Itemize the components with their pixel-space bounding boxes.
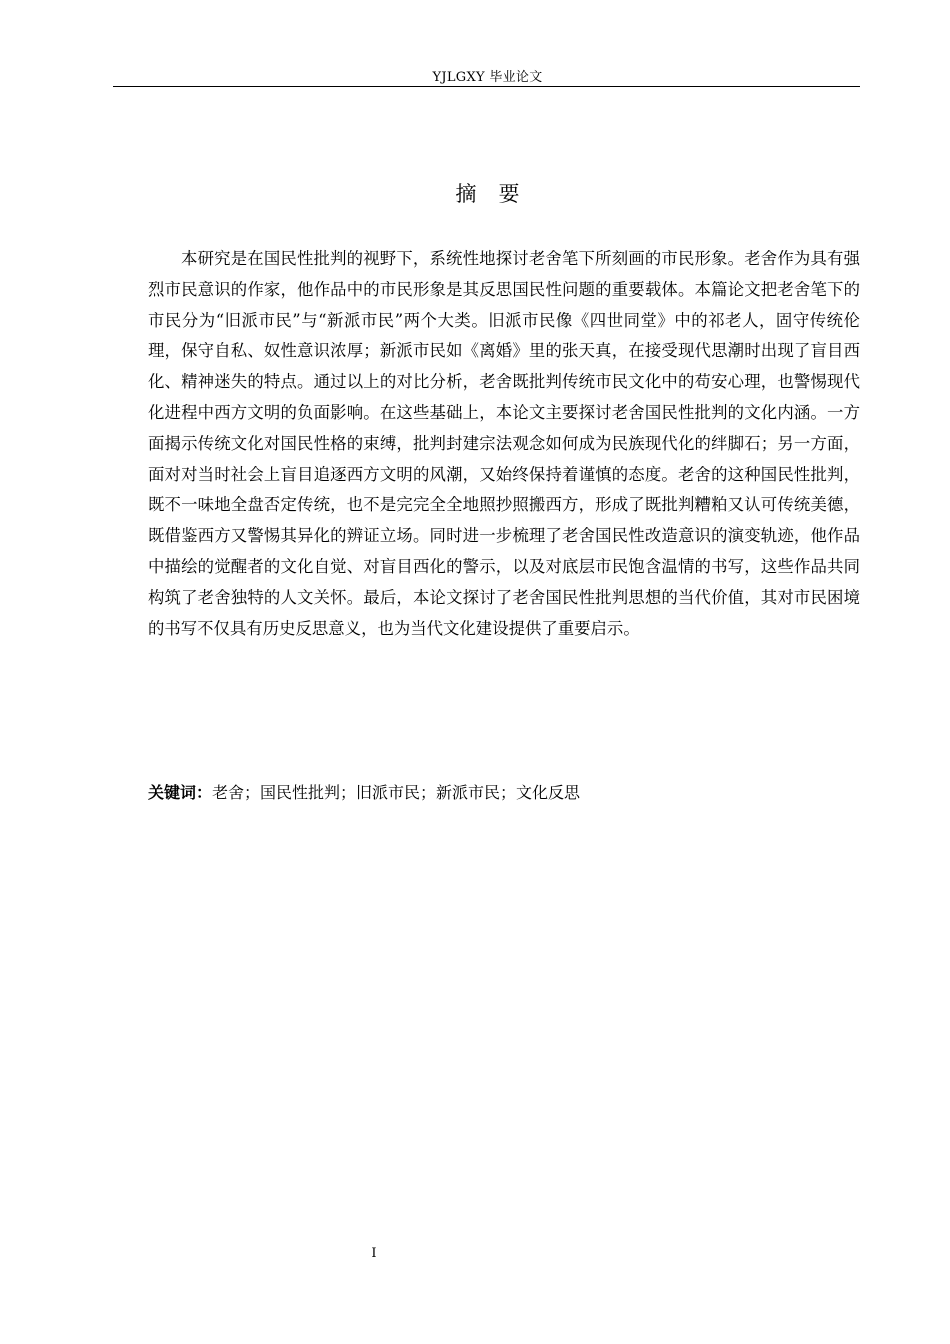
header-divider: [113, 86, 860, 87]
keywords-label: 关键词：: [148, 783, 213, 802]
keywords-line: [148, 778, 860, 808]
abstract-body: 本研究是在国民性批判的视野下，系统性地探讨老舍笔下所刻画的市民形象。老舍作为具有强烈市民意识的作家，他作品中的市民形象是其反思国民性问题的重要载体。本篇论文把老舍笔下的市民分为“旧派市民”与“新派市民”两个大类。旧派市民像《四世同堂》中的祁老人，固守传统伦理，保守自私、奴性意识浓厚；新派市民如《离婚》里的张天真，在接受现代思潮时出现了盲目西化、精神迷失的特点。通过以上的对比分析，老舍既批判传统市民文化中的苟安心理，也警惕现代化进程中西方文明的负面影响。在这些基础上，本论文主要探讨老舍国民性批判的文化内涵。一方面揭示传统文化对国民性格的束缚，批判封建宗法观念如何成为民族现代化的绊脚石；另一方面，面对对当时社会上盲目追逐西方文明的风潮，又始终保持着谨慎的态度。老舍的这种国民性批判，既不一味地全盘否定传统，也不是完完全全地照抄照搬西方，形成了既批判糟粕又认可传统美德，既借鉴西方又警惕其异化的辨证立场。同时进一步梳理了老舍国民性改造意识的演变轨迹，他作品中描绘的觉醒者的文化自觉、对盲目西化的警示，以及对底层市民饱含温情的书写，这些作品共同构筑了老舍独特的人文关怀。最后，本论文探讨了老舍国民性批判思想的当代价值，其对市民困境的书写不仅具有历史反思意义，也为当代文化建设提供了重要启示。: [148, 249, 860, 638]
running-header: YJLGXY 毕业论文: [432, 70, 543, 85]
keywords-value: 老舍；国民性批判；旧派市民；新派市民；文化反思: [212, 783, 581, 802]
page-number: I: [371, 1246, 377, 1261]
abstract-title: 摘要: [455, 182, 542, 206]
